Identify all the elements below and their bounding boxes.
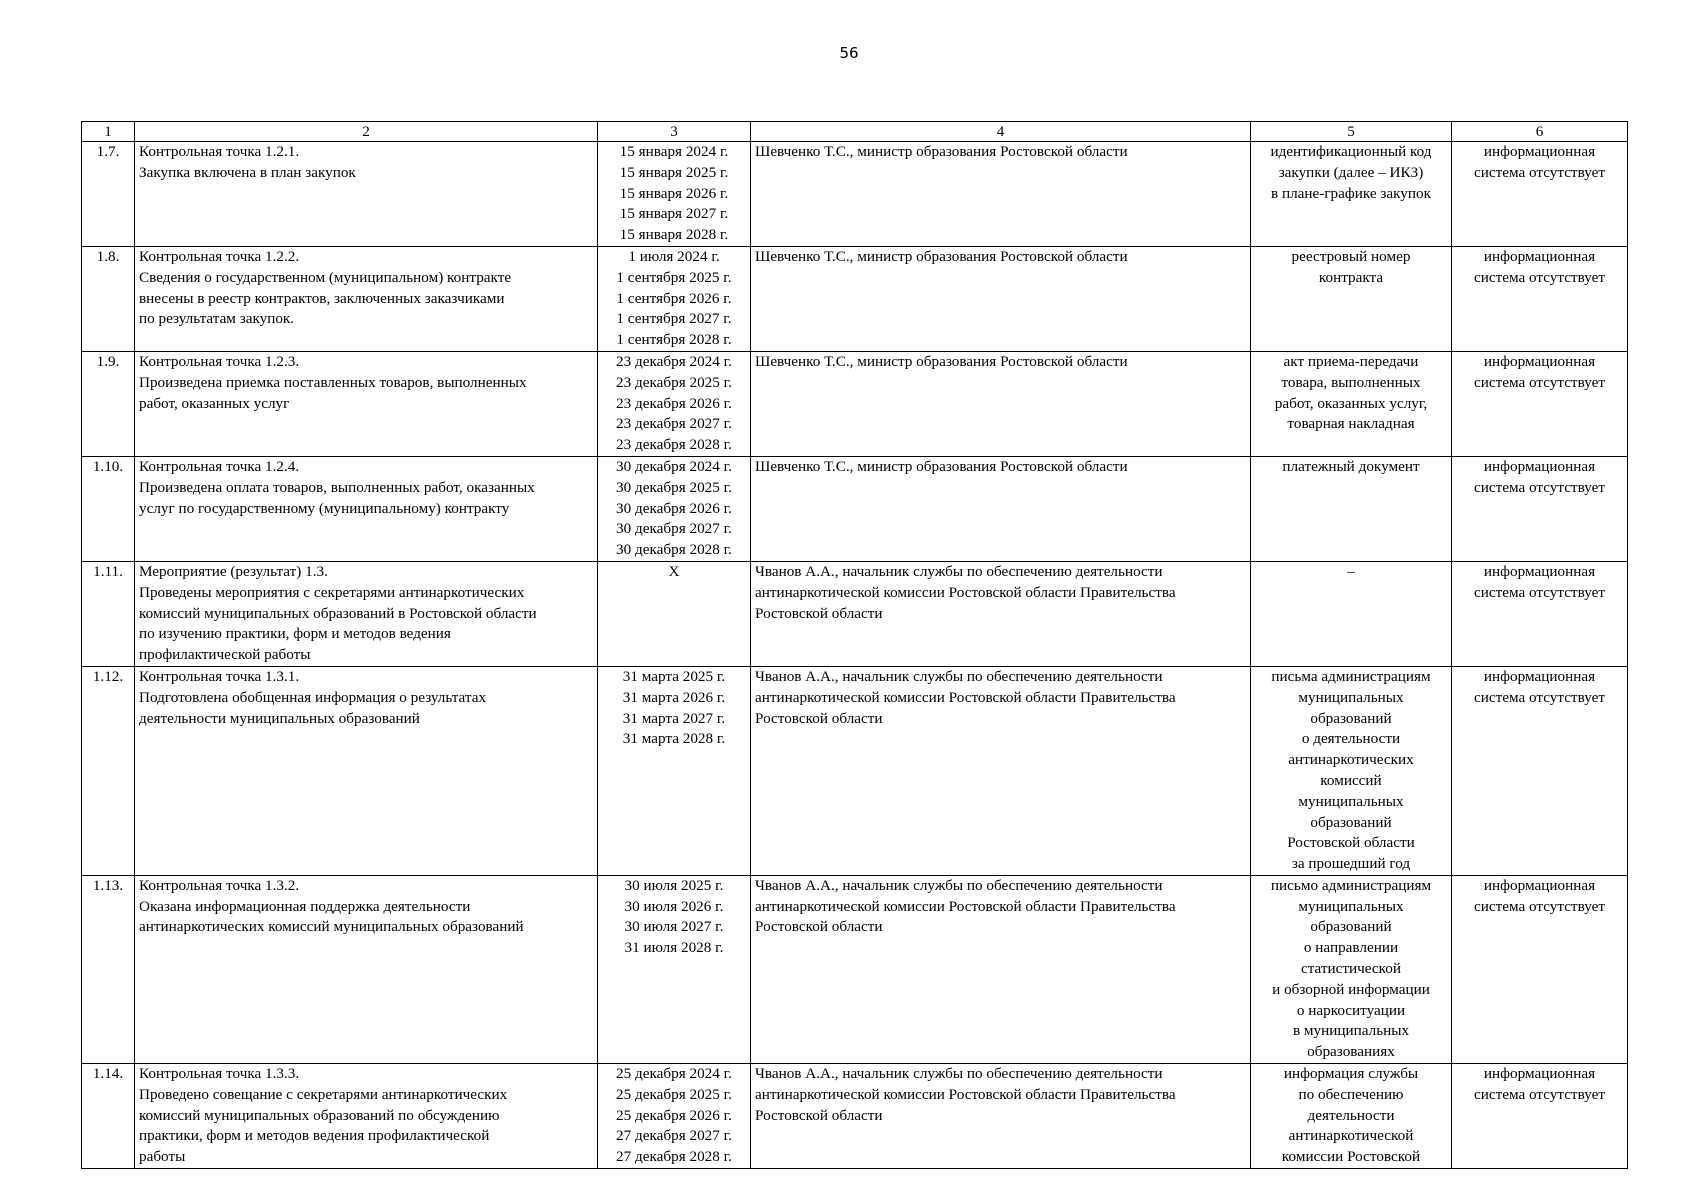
deadline-dates (598, 142, 751, 247)
deadline-dates (598, 246, 751, 351)
deadline-dates-line: 15 января 2024 г. (619, 143, 729, 160)
responsible-person-line: Чванов А.А., начальник службы по обеспечению деятельности (755, 667, 1163, 685)
deadline-dates-line: 1 сентября 2025 г. (616, 268, 732, 286)
deadline-dates-line: 23 декабря 2026 г. (616, 394, 732, 412)
header-col-1: 1 (82, 122, 135, 142)
information-system-line: информационная (1483, 562, 1596, 580)
row-number: 1.7. (82, 142, 135, 247)
responsible-person (751, 246, 1251, 351)
deadline-dates-line: 27 декабря 2028 г. (616, 1148, 732, 1166)
table-body (82, 142, 1628, 1169)
confirming-document-line: товарная накладная (1287, 415, 1415, 433)
header-col-3: 3 (598, 122, 751, 142)
responsible-person-line: Ростовской области (755, 1106, 883, 1124)
item-name-line: Закупка включена в план закупок (139, 163, 356, 181)
item-name-line: Произведена приемка поставленных товаров, выполненных (139, 373, 527, 391)
information-system-line: информационная (1483, 247, 1596, 265)
information-system-line: информационная (1483, 143, 1596, 160)
header-col-6: 6 (1452, 122, 1628, 142)
deadline-dates-line: 23 декабря 2027 г. (616, 415, 732, 433)
confirming-document-line: – (1347, 562, 1355, 580)
table-header (82, 122, 1628, 142)
deadline-dates-line: 23 декабря 2025 г. (616, 373, 732, 391)
row-number: 1.8. (82, 246, 135, 351)
confirming-document (1251, 666, 1452, 875)
row-number: 1.10. (82, 456, 135, 561)
confirming-document-line: контракта (1318, 268, 1384, 286)
item-name-line: Контрольная точка 1.2.4. (139, 457, 300, 475)
confirming-document (1251, 351, 1452, 456)
confirming-document-line: платежный документ (1282, 457, 1420, 475)
confirming-document-line: антинаркотической (1288, 1127, 1414, 1145)
responsible-person (751, 561, 1251, 666)
confirming-document-line: Ростовской области (1287, 834, 1415, 852)
confirming-document (1251, 561, 1452, 666)
confirming-document (1251, 1064, 1452, 1169)
page-number: 56 (839, 44, 859, 62)
information-system (1452, 666, 1628, 875)
confirming-document-line: образований (1310, 813, 1392, 831)
confirming-document-line: по обеспечению (1298, 1085, 1404, 1103)
information-system-line: информационная (1483, 876, 1596, 894)
deadline-dates-line: 15 января 2025 г. (619, 163, 729, 181)
deadline-dates-line: 15 января 2027 г. (619, 205, 729, 223)
deadline-dates-line: 31 марта 2027 г. (622, 709, 726, 727)
deadline-dates-line: 31 июля 2028 г. (624, 939, 724, 957)
item-name (135, 246, 598, 351)
header-row (82, 122, 1628, 142)
confirming-document-line: образованиях (1307, 1043, 1395, 1061)
item-name-line: услуг по государственному (муниципальному) контракту (139, 499, 510, 517)
information-system-line: система отсутствует (1473, 688, 1605, 706)
item-name-line: Контрольная точка 1.2.1. (139, 143, 300, 160)
confirming-document-line: статистической (1300, 960, 1401, 978)
row-number: 1.14. (82, 1064, 135, 1169)
confirming-document-line: о направлении (1303, 939, 1399, 957)
table-row (82, 351, 1628, 456)
information-system (1452, 1064, 1628, 1169)
item-name-line: антинаркотических комиссий муниципальных образований (139, 918, 524, 936)
information-system (1452, 561, 1628, 666)
header-col-2: 2 (135, 122, 598, 142)
confirming-document-line: товара, выполненных (1281, 373, 1421, 391)
confirming-document (1251, 456, 1452, 561)
confirming-document-line: акт приема-передачи (1283, 352, 1419, 370)
responsible-person-line: Чванов А.А., начальник службы по обеспечению деятельности (755, 562, 1163, 580)
item-name-line: Мероприятие (результат) 1.3. (139, 562, 328, 580)
deadline-dates-line: 30 декабря 2025 г. (616, 478, 732, 496)
table-row (82, 456, 1628, 561)
item-name-line: практики, форм и методов ведения профилактической (139, 1127, 490, 1145)
deadline-dates-line: 1 июля 2024 г. (628, 247, 720, 265)
confirming-document-line: закупки (далее – ИКЗ) (1278, 163, 1424, 181)
item-name-line: Подготовлена обобщенная информация о результатах (139, 688, 487, 706)
information-system-line: система отсутствует (1473, 268, 1605, 286)
item-name-line: Контрольная точка 1.3.1. (139, 667, 300, 685)
confirming-document-line: работ, оказанных услуг, (1274, 394, 1428, 412)
information-system-line: информационная (1483, 1065, 1596, 1083)
confirming-document-line: муниципальных (1298, 792, 1404, 810)
deadline-dates (598, 456, 751, 561)
confirming-document-line: реестровый номер (1291, 247, 1411, 265)
item-name (135, 561, 598, 666)
table-row (82, 142, 1628, 247)
row-number: 1.13. (82, 875, 135, 1063)
confirming-document-line: о деятельности (1301, 730, 1401, 748)
deadline-dates-line: 23 декабря 2024 г. (616, 352, 732, 370)
item-name (135, 1064, 598, 1169)
confirming-document (1251, 875, 1452, 1063)
deadline-dates-line: 25 декабря 2025 г. (616, 1085, 732, 1103)
confirming-document-line: о наркоситуации (1296, 1001, 1406, 1019)
item-name-line: Оказана информационная поддержка деятельности (139, 897, 471, 915)
responsible-person-line: антинаркотической комиссии Ростовской области Правительства (755, 1085, 1176, 1103)
confirming-document-line: и обзорной информации (1272, 980, 1430, 998)
control-points-table (81, 121, 1628, 1169)
deadline-dates-line: 1 сентября 2028 г. (616, 331, 732, 349)
deadline-dates-line: 30 июля 2026 г. (624, 897, 724, 915)
item-name (135, 875, 598, 1063)
deadline-dates-line: 30 декабря 2028 г. (616, 541, 732, 559)
responsible-person (751, 666, 1251, 875)
item-name-line: Произведена оплата товаров, выполненных работ, оказанных (139, 478, 535, 496)
responsible-person-line: Ростовской области (755, 709, 883, 727)
responsible-person (751, 1064, 1251, 1169)
confirming-document-line: образований (1310, 709, 1392, 727)
item-name-line: Контрольная точка 1.3.3. (139, 1065, 300, 1083)
responsible-person (751, 456, 1251, 561)
responsible-person-line: Чванов А.А., начальник службы по обеспечению деятельности (755, 876, 1163, 894)
confirming-document-line: за прошедший год (1291, 855, 1411, 873)
confirming-document-line: в плане-графике закупок (1270, 184, 1431, 202)
deadline-dates (598, 561, 751, 666)
item-name-line: работ, оказанных услуг (139, 394, 290, 412)
header-col-5: 5 (1251, 122, 1452, 142)
table-row (82, 1064, 1628, 1169)
table-row (82, 561, 1628, 666)
deadline-dates-line: 1 сентября 2027 г. (616, 310, 732, 328)
row-number: 1.9. (82, 351, 135, 456)
deadline-dates-line: 30 декабря 2026 г. (616, 499, 732, 517)
information-system (1452, 456, 1628, 561)
item-name-line: внесены в реестр контрактов, заключенных заказчиками (139, 289, 505, 307)
deadline-dates-line: 15 января 2028 г. (619, 226, 729, 244)
deadline-dates (598, 875, 751, 1063)
responsible-person-line: Шевченко Т.С., министр образования Ростовской области (755, 247, 1128, 265)
information-system (1452, 246, 1628, 351)
confirming-document-line: антинаркотических (1288, 751, 1414, 769)
information-system-line: информационная (1483, 457, 1596, 475)
information-system-line: система отсутствует (1473, 897, 1605, 915)
information-system (1452, 875, 1628, 1063)
confirming-document-line: комиссии Ростовской (1281, 1148, 1421, 1166)
item-name (135, 142, 598, 247)
responsible-person (751, 351, 1251, 456)
header-col-4: 4 (751, 122, 1251, 142)
deadline-dates-line: 25 декабря 2026 г. (616, 1106, 732, 1124)
item-name-line: Проведено совещание с секретарями антинаркотических (139, 1085, 508, 1103)
responsible-person-line: Ростовской области (755, 918, 883, 936)
table-row (82, 875, 1628, 1063)
deadline-dates-line: 30 июля 2027 г. (624, 918, 724, 936)
information-system-line: система отсутствует (1473, 478, 1605, 496)
confirming-document-line: в муниципальных (1292, 1022, 1410, 1040)
table-row (82, 666, 1628, 875)
information-system-line: информационная (1483, 352, 1596, 370)
item-name-line: комиссий муниципальных образований в Ростовской области (139, 604, 537, 622)
table-row (82, 246, 1628, 351)
confirming-document-line: муниципальных (1298, 897, 1404, 915)
row-number: 1.12. (82, 666, 135, 875)
deadline-dates-line: 31 марта 2025 г. (622, 667, 726, 685)
confirming-document-line: деятельности (1307, 1106, 1395, 1124)
information-system-line: система отсутствует (1473, 373, 1605, 391)
responsible-person (751, 142, 1251, 247)
deadline-dates-line: 30 июля 2025 г. (624, 876, 724, 894)
item-name (135, 456, 598, 561)
item-name (135, 351, 598, 456)
responsible-person-line: Чванов А.А., начальник службы по обеспечению деятельности (755, 1065, 1163, 1083)
deadline-dates-line: 31 марта 2026 г. (622, 688, 726, 706)
confirming-document-line: информация службы (1283, 1065, 1419, 1083)
item-name-line: деятельности муниципальных образований (139, 709, 420, 727)
item-name-line: Контрольная точка 1.2.3. (139, 352, 300, 370)
item-name-line: работы (139, 1148, 186, 1166)
responsible-person-line: Шевченко Т.С., министр образования Ростовской области (755, 143, 1128, 160)
confirming-document-line: комиссий (1320, 771, 1382, 789)
deadline-dates-line: X (668, 562, 680, 580)
deadline-dates-line: 25 декабря 2024 г. (616, 1065, 732, 1083)
deadline-dates-line: 27 декабря 2027 г. (616, 1127, 732, 1145)
confirming-document-line: муниципальных (1298, 688, 1404, 706)
deadline-dates (598, 351, 751, 456)
deadline-dates-line: 30 декабря 2024 г. (616, 457, 732, 475)
item-name-line: комиссий муниципальных образований по обсуждению (139, 1106, 500, 1124)
deadline-dates-line: 15 января 2026 г. (619, 184, 729, 202)
information-system (1452, 351, 1628, 456)
responsible-person-line: Шевченко Т.С., министр образования Ростовской области (755, 457, 1128, 475)
deadline-dates (598, 1064, 751, 1169)
deadline-dates-line: 31 марта 2028 г. (622, 730, 726, 748)
responsible-person-line: антинаркотической комиссии Ростовской области Правительства (755, 583, 1176, 601)
deadline-dates-line: 23 декабря 2028 г. (616, 436, 732, 454)
confirming-document-line: письмо администрациям (1270, 876, 1432, 894)
item-name-line: Контрольная точка 1.3.2. (139, 876, 300, 894)
responsible-person-line: Шевченко Т.С., министр образования Ростовской области (755, 352, 1128, 370)
item-name-line: Контрольная точка 1.2.2. (139, 247, 300, 265)
information-system-line: информационная (1483, 667, 1596, 685)
responsible-person-line: антинаркотической комиссии Ростовской области Правительства (755, 897, 1176, 915)
information-system-line: система отсутствует (1473, 1085, 1605, 1103)
confirming-document-line: идентификационный код (1270, 143, 1432, 160)
row-number: 1.11. (82, 561, 135, 666)
responsible-person-line: Ростовской области (755, 604, 883, 622)
deadline-dates-line: 1 сентября 2026 г. (616, 289, 732, 307)
item-name-line: по изучению практики, форм и методов ведения (139, 625, 451, 643)
responsible-person (751, 875, 1251, 1063)
information-system-line: система отсутствует (1473, 583, 1605, 601)
item-name-line: Проведены мероприятия с секретарями антинаркотических (139, 583, 525, 601)
deadline-dates-line: 30 декабря 2027 г. (616, 520, 732, 538)
item-name-line: по результатам закупок. (139, 310, 295, 328)
item-name (135, 666, 598, 875)
item-name-line: профилактической работы (139, 646, 311, 664)
confirming-document-line: образований (1310, 918, 1392, 936)
deadline-dates (598, 666, 751, 875)
confirming-document-line: письма администрациям (1271, 667, 1431, 685)
information-system-line: система отсутствует (1473, 163, 1605, 181)
information-system (1452, 142, 1628, 247)
item-name-line: Сведения о государственном (муниципальном) контракте (139, 268, 512, 286)
confirming-document (1251, 246, 1452, 351)
confirming-document (1251, 142, 1452, 247)
responsible-person-line: антинаркотической комиссии Ростовской области Правительства (755, 688, 1176, 706)
